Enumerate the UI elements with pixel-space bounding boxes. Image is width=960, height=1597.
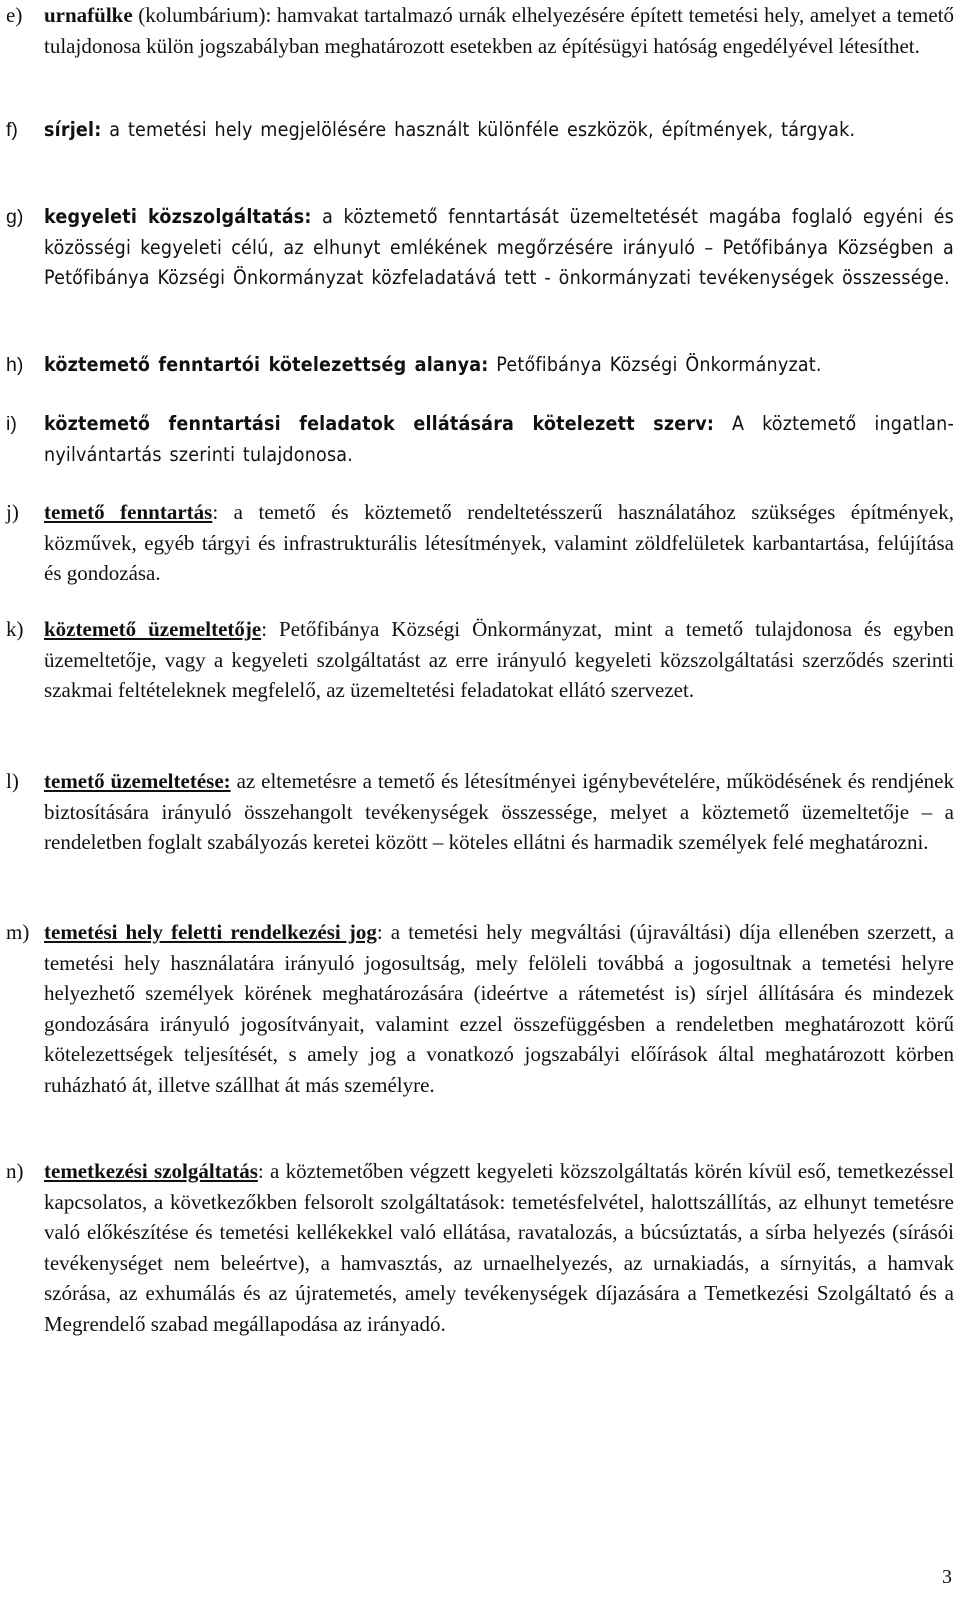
definition-item-l [6, 766, 954, 858]
definition-text: a köztemető fenntartását üzemeltetését magába foglaló egyéni és közösségi kegyeleti célú, az elhunyt emlékének megőrzésére irányuló – Petőfibánya Községben a Petőfibánya Községi Önkormányzat közfeladatává tett - önkormányzati tevékenységek összessége. [44, 205, 954, 289]
definition-item-f [6, 115, 954, 146]
definition-term: sírjel: [44, 118, 102, 141]
item-marker: f) [6, 119, 18, 141]
definition-item-h [6, 350, 954, 381]
definition-term: temető fenntartás [44, 500, 213, 524]
definition-item-j [6, 497, 954, 589]
item-marker: g) [6, 206, 24, 228]
item-marker: i) [6, 413, 17, 435]
item-marker: m) [6, 920, 30, 944]
item-marker: k) [6, 617, 24, 641]
definition-text: : a temetési hely megváltási (újraváltási) díja ellenében szerzett, a temetési hely használatára irányuló jogosultság, mely felöleli továbbá a jogosultnak a temetési helyre helyezhető személyek körének meghatározására (ideértve a rátemetést is) sírjel állítására és mindezek gondozására irányuló jogosítványait, valamint ezzel összefüggésben a rendeletben meghatározott körű kötelezettségek teljesítését, s amely jog a vonatkozó jogszabályi előírások által meghatározott körben ruházható át, illetve szállhat át más személyre. [44, 920, 954, 1097]
definition-item-e [6, 0, 954, 61]
definition-term: urnafülke [44, 3, 133, 27]
definition-text: : Petőfibánya Községi Önkormányzat, mint a temető tulajdonosa és egyben üzemeltetője, vagy a kegyeleti szolgáltatást az erre irányuló kegyeleti közszolgáltatási szerződés szerinti szakmai feltételeknek megfelelő, az üzemeltetési feladatokat ellátó szervezet. [44, 617, 954, 702]
definition-text: : a temető és köztemető rendeltetésszerű használatához szükséges építmények, közművek, egyéb tárgyi és infrastrukturális létesítmények, valamint zöldfelületek karbantartása, felújítása és gondozása. [44, 500, 955, 585]
item-marker: h) [6, 354, 24, 376]
definition-term: temetkezési szolgáltatás [44, 1159, 258, 1183]
definition-item-m [6, 917, 954, 1100]
definition-body [44, 0, 954, 61]
item-marker: l) [6, 769, 19, 793]
item-marker: e) [6, 3, 23, 27]
definition-term: temetési hely feletti rendelkezési jog [44, 920, 377, 944]
definition-body [44, 497, 954, 589]
definition-body [44, 1156, 954, 1339]
definition-item-k [6, 614, 954, 706]
definition-text: (kolumbárium): hamvakat tartalmazó urnák elhelyezésére épített temetési hely, amelyet a temető tulajdonosa külön jogszabályban meghatározott esetekben az építésügyi hatóság engedélyével létesíthet. [44, 3, 954, 58]
definition-term: temető üzemeltetése: [44, 769, 231, 793]
definition-item-g [6, 202, 954, 294]
definition-body [44, 115, 954, 146]
item-marker: n) [6, 1159, 24, 1183]
definition-body [44, 766, 954, 858]
definition-body [44, 350, 954, 381]
definition-text: Petőfibánya Községi Önkormányzat. [488, 353, 822, 376]
definition-item-i [6, 409, 954, 470]
definition-text: az eltemetésre a temető és létesítményei igénybevételére, működésének és rendjének biztosítására irányuló összehangolt tevékenységek összessége, melyet a köztemető üzemeltetője – a rendeletben foglalt szabályozás keretei között – köteles ellátni és harmadik személyek felé meghatározni. [44, 769, 954, 854]
definition-term: köztemető fenntartói kötelezettség alanya: [44, 353, 489, 376]
definition-term: kegyeleti közszolgáltatás: [44, 205, 312, 228]
definition-text: A köztemető ingatlan-nyilvántartás szerinti tulajdonosa. [44, 412, 955, 466]
page-number: 3 [942, 1566, 952, 1588]
item-marker: j) [6, 500, 19, 524]
definition-text: : a köztemetőben végzett kegyeleti közszolgáltatás körén kívül eső, temetkezéssel kapcsolatos, a következőkben felsorolt szolgáltatások: temetésfelvétel, halottszállítás, az elhunyt temetésre való előkészítése és temetési kellékekkel való ellátása, ravatalozás, a búcsúztatás, a sírba helyezés (sírásói tevékenységet nem beleértve), a hamvasztás, az urnaelhelyezés, az urnakiadás, a sírnyitás, a hamvak szórása, az exhumálás és az újratemetés, amely tevékenységek díjazására a Temetkezési Szolgáltató és a Megrendelő szabad megállapodása az irányadó. [44, 1159, 954, 1336]
definition-term: köztemető fenntartási feladatok ellátására kötelezett szerv: [44, 412, 715, 435]
definition-term: köztemető üzemeltetője [44, 617, 262, 641]
definition-body [44, 202, 954, 294]
definition-body [44, 614, 954, 706]
definition-body [44, 409, 954, 470]
definition-text: a temetési hely megjelölésére használt különféle eszközök, építmények, tárgyak. [101, 118, 856, 141]
definition-item-n [6, 1156, 954, 1339]
definition-body [44, 917, 954, 1100]
